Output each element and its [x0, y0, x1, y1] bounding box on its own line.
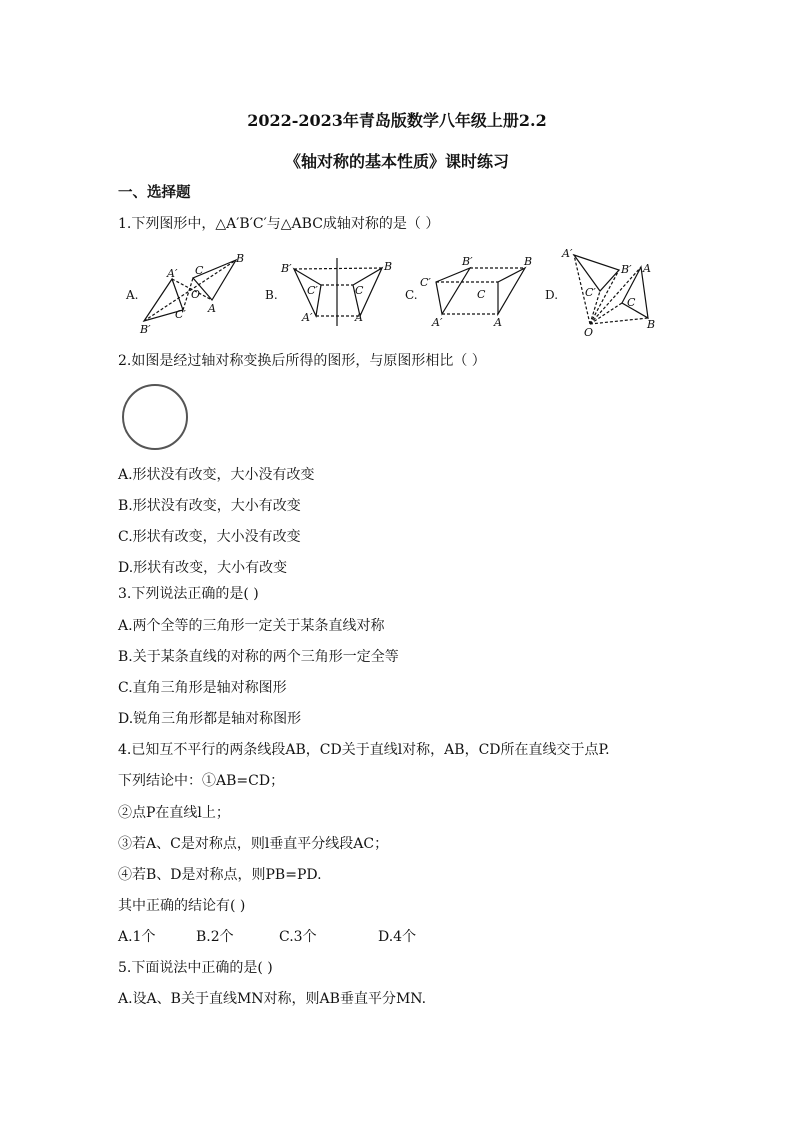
- question-5-stem: 5.下面说法中正确的是( ): [118, 960, 273, 976]
- q4-option-b: B.2个: [196, 929, 234, 945]
- q1a-label-a1: A′: [167, 267, 178, 280]
- q1c-triangle-original: [498, 268, 525, 314]
- question-4-line6: 其中正确的结论有( ): [118, 898, 246, 914]
- q1-option-c-label: C.: [405, 288, 418, 302]
- q1c-label-b: B: [524, 255, 533, 268]
- q1a-label-b1: B′: [140, 323, 151, 336]
- q1d-label-c1: C′: [585, 286, 596, 299]
- q1-option-d-label: D.: [545, 288, 559, 302]
- q1a-label-c: C: [195, 264, 204, 277]
- q1a-label-o: O: [191, 288, 201, 301]
- q1d-label-c: C: [627, 296, 636, 309]
- q4-option-d: D.4个: [378, 929, 417, 945]
- q2-option-a: A.形状没有改变，大小没有改变: [118, 467, 315, 483]
- document-title-line2: 《轴对称的基本性质》课时练习: [284, 152, 509, 171]
- q1-figure-a: [139, 252, 244, 336]
- q1-figure-b: [280, 258, 392, 326]
- q1a-label-a: A: [208, 302, 216, 315]
- q1-figures: [0, 0, 794, 345]
- q1b-label-a1: A′: [302, 311, 313, 324]
- q3-option-c: C.直角三角形是轴对称图形: [118, 680, 287, 696]
- q2-option-d: D.形状有改变，大小有改变: [118, 560, 288, 576]
- q1c-triangle-prime: [436, 268, 470, 314]
- question-4-line5: ④若B、D是对称点，则PB=PD.: [118, 867, 322, 883]
- q1c-label-c: C: [477, 288, 486, 301]
- q1d-label-a: A: [643, 262, 651, 275]
- q1-option-a-label: A.: [126, 288, 139, 302]
- q5-option-a: A.设A、B关于直线MN对称，则AB垂直平分MN.: [118, 991, 427, 1007]
- document-title-line1: 2022-2023年青岛版数学八年级上册2.2: [247, 111, 547, 130]
- q1b-label-c1: C′: [307, 284, 318, 297]
- question-4-line2: 下列结论中：①AB=CD；: [118, 773, 285, 789]
- q1d-label-o: O: [584, 326, 594, 339]
- q4-option-c: C.3个: [279, 929, 317, 945]
- q1b-label-a: A: [355, 311, 363, 324]
- q3-option-b: B.关于某条直线的对称的两个三角形一定全等: [118, 649, 399, 665]
- q1b-label-c: C: [355, 284, 364, 297]
- q2-option-b: B.形状没有改变，大小有改变: [118, 498, 301, 514]
- section-heading: 一、选择题: [118, 184, 191, 201]
- q3-option-d: D.锐角三角形都是轴对称图形: [118, 711, 302, 727]
- q1b-label-b1: B′: [281, 262, 292, 275]
- q1-figure-c: [420, 255, 532, 329]
- q1b-label-b: B: [384, 260, 393, 273]
- q4-option-a: A.1个: [118, 929, 156, 945]
- q2-option-c: C.形状有改变，大小没有改变: [118, 529, 301, 545]
- question-1-stem: 1.下列图形中，△A′B′C′与△ABC成轴对称的是（ ）: [118, 216, 440, 232]
- q1d-label-a1: A′: [562, 247, 573, 260]
- q1-figure-d: [561, 247, 655, 339]
- q1c-label-a1: A′: [432, 316, 443, 329]
- question-3-stem: 3.下列说法正确的是( ): [118, 586, 259, 602]
- q1d-label-b: B: [647, 318, 656, 331]
- q1c-label-b1: B′: [462, 255, 473, 268]
- q1a-label-b: B: [236, 252, 245, 265]
- q1d-label-b1: B′: [621, 263, 632, 276]
- question-2-stem: 2.如图是经过轴对称变换后所得的图形，与原图形相比（ ）: [118, 353, 486, 369]
- question-4-line1: 4.已知互不平行的两条线段AB，CD关于直线l对称，AB，CD所在直线交于点P.: [118, 742, 610, 758]
- question-4-line3: ②点P在直线l上；: [118, 805, 230, 821]
- q1c-label-a: A: [494, 316, 502, 329]
- q1a-label-c1: C′: [175, 308, 186, 321]
- question-4-line4: ③若A、C是对称点，则l垂直平分线段AC；: [118, 836, 389, 852]
- q1d-triangle-prime: [574, 255, 619, 291]
- q2-circle-figure: [118, 383, 192, 453]
- q1c-label-c1: C′: [420, 276, 431, 289]
- q1-option-b-label: B.: [265, 288, 278, 302]
- q3-option-a: A.两个全等的三角形一定关于某条直线对称: [118, 618, 385, 634]
